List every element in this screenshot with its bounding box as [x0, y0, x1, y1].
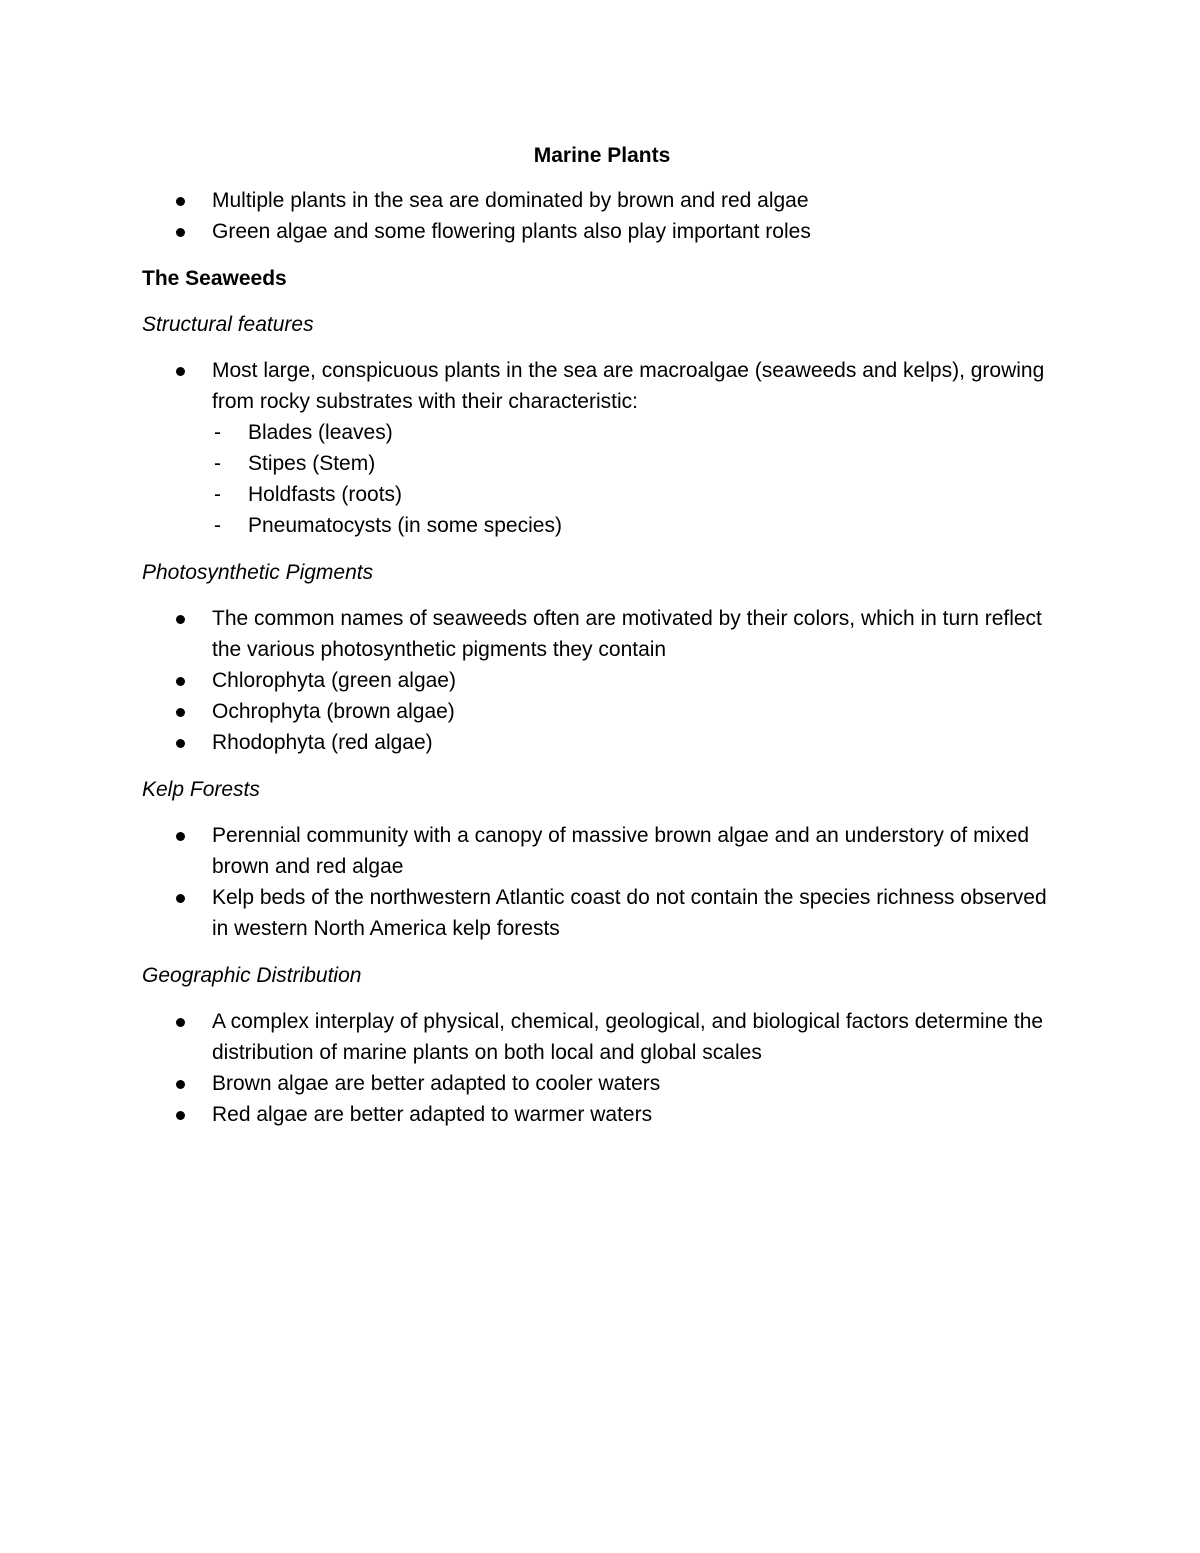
list-item-text: Green algae and some flowering plants also play important roles	[212, 220, 811, 243]
list-item	[142, 185, 1062, 216]
list-item-text: Rhodophyta (red algae)	[212, 731, 433, 754]
list-item	[142, 1068, 1062, 1099]
bullet-icon	[176, 228, 185, 237]
sub-list-item-text: Blades (leaves)	[248, 421, 393, 444]
sub-list-item	[212, 417, 1062, 448]
list-item-text: Most large, conspicuous plants in the sea are macroalgae (seaweeds and kelps), growing from rocky substrates with their characteristic:	[212, 359, 1045, 413]
geo-bullet-list	[142, 1006, 1062, 1130]
sub-list-item-text: Stipes (Stem)	[248, 452, 376, 475]
bullet-icon	[176, 367, 185, 376]
list-item	[142, 820, 1062, 882]
dash-marker: -	[214, 483, 221, 506]
list-item	[142, 882, 1062, 944]
list-item	[142, 1099, 1062, 1130]
list-item-text: Perennial community with a canopy of massive brown algae and an understory of mixed brown and red algae	[212, 824, 1030, 878]
list-item-text: Brown algae are better adapted to cooler waters	[212, 1072, 661, 1095]
bullet-icon	[176, 1080, 185, 1089]
list-item	[142, 355, 1062, 541]
list-item-text: Chlorophyta (green algae)	[212, 669, 456, 692]
list-item-text: Multiple plants in the sea are dominated by brown and red algae	[212, 189, 809, 212]
dash-marker: -	[214, 514, 221, 537]
subsection-heading-structural: Structural features	[142, 313, 314, 336]
sub-list-item	[212, 448, 1062, 479]
bullet-icon	[176, 197, 185, 206]
list-item	[142, 727, 1062, 758]
structural-sub-list	[212, 417, 1062, 541]
bullet-icon	[176, 677, 185, 686]
bullet-icon	[176, 1111, 185, 1120]
document-title: Marine Plants	[533, 144, 671, 167]
list-item	[142, 696, 1062, 727]
list-item	[142, 1006, 1062, 1068]
sub-list-item	[212, 510, 1062, 541]
list-item-text: Kelp beds of the northwestern Atlantic coast do not contain the species richness observed in western North America kelp forests	[212, 886, 1047, 940]
list-item-text: The common names of seaweeds often are motivated by their colors, which in turn reflect the various photosynthetic pigments they contain	[212, 607, 1042, 661]
subsection-heading-kelp: Kelp Forests	[142, 778, 260, 801]
list-item	[142, 216, 1062, 247]
structural-bullet-list	[142, 355, 1062, 541]
list-item-text: Red algae are better adapted to warmer waters	[212, 1103, 653, 1126]
bullet-icon	[176, 832, 185, 841]
pigments-bullet-list	[142, 603, 1062, 758]
sub-list-item-text: Holdfasts (roots)	[248, 483, 403, 506]
bullet-icon	[176, 615, 185, 624]
list-item-text: A complex interplay of physical, chemical, geological, and biological factors determine the distribution of marine plants on both local and global scales	[212, 1010, 1044, 1064]
sub-list-item	[212, 479, 1062, 510]
bullet-icon	[176, 894, 185, 903]
list-item	[142, 665, 1062, 696]
bullet-icon	[176, 1018, 185, 1027]
intro-bullet-list	[142, 185, 1062, 247]
sub-list-item-text: Pneumatocysts (in some species)	[248, 514, 562, 537]
list-item	[142, 603, 1062, 665]
kelp-bullet-list	[142, 820, 1062, 944]
list-item-text: Ochrophyta (brown algae)	[212, 700, 455, 723]
bullet-icon	[176, 708, 185, 717]
dash-marker: -	[214, 421, 221, 444]
bullet-icon	[176, 739, 185, 748]
subsection-heading-pigments: Photosynthetic Pigments	[142, 561, 374, 584]
document-body	[142, 140, 1062, 1146]
section-heading-seaweeds: The Seaweeds	[142, 267, 287, 290]
dash-marker: -	[214, 452, 221, 475]
subsection-heading-geographic: Geographic Distribution	[142, 964, 362, 987]
